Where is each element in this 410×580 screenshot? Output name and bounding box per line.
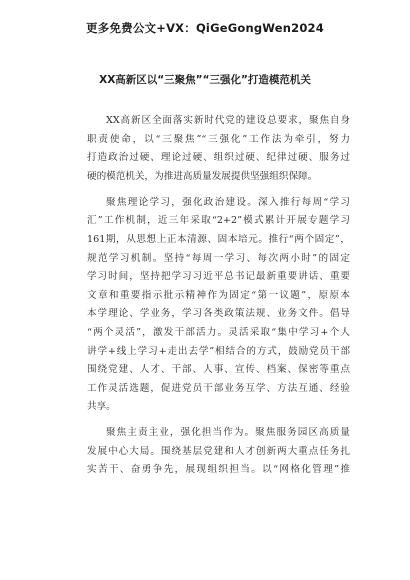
text-line: 实苦干、奋勇争先，展现组织担当。以“网格化管理”推: [87, 464, 350, 476]
text-line: 围绕党建、人才、干部、人事、宣传、档案、保密等重点: [87, 364, 350, 376]
text-line: 本学理论、学业务，学习各类政策法规、业务文件。倡导: [87, 308, 350, 320]
text-line: 讲学+线上学习+走出去学”相结合的方式，鼓励党员干部: [87, 345, 350, 357]
paragraph-theory-study: [87, 194, 350, 417]
text-line: XX高新区全面落实新时代党的建设总要求，聚焦自身: [106, 115, 350, 126]
text-line: 规范学习机制。坚持“每周一学习、每次两小时”的固定: [87, 252, 350, 264]
text-line: 打造政治过硬、理论过硬、组织过硬、纪律过硬、服务过: [87, 152, 350, 164]
text-line: “两个灵活”，激发干部活力。灵活采取“集中学习+个人: [87, 326, 350, 338]
text-line: 聚焦主责主业，强化担当作为。聚焦服务园区高质量: [106, 427, 350, 439]
paragraph-intro: [87, 112, 350, 186]
text-line: 文章和重要指示批示精神作为固定“第一议题”，原原本: [87, 289, 350, 301]
text-line: 共享。: [87, 401, 116, 413]
text-line: 学习时间，坚持把学习习近平总书记最新重要讲话、重要: [87, 271, 350, 283]
document-title: XX高新区以“三聚焦”“三强化”打造模范机关: [99, 74, 311, 86]
text-line: 161期，从思想上正本清源、固本培元。推行“两个固定”，: [87, 233, 350, 245]
text-line: 聚焦理论学习，强化政治建设。深入推行每周“学习: [106, 196, 350, 208]
text-line: 工作灵活选题，促进党员干部业务互学、方法互通、经验: [87, 382, 350, 394]
paragraph-main-duty: [87, 424, 350, 480]
text-line: 职责使命，以“三聚焦”“三强化”工作法为牵引，努力: [87, 133, 350, 145]
text-line: 硬的模范机关，为推进高质量发展提供坚强组织保障。: [87, 170, 318, 182]
text-line: 汇”工作机制，近三年采取“2+2”模式累计开展专题学习: [87, 215, 350, 227]
text-line: 发展中心大局。围绕基层党建和人才创新两大重点任务扎: [87, 445, 350, 457]
document-body: [87, 112, 350, 487]
promo-banner: 更多免费公文+VX：QiGeGongWen2024: [86, 21, 324, 35]
